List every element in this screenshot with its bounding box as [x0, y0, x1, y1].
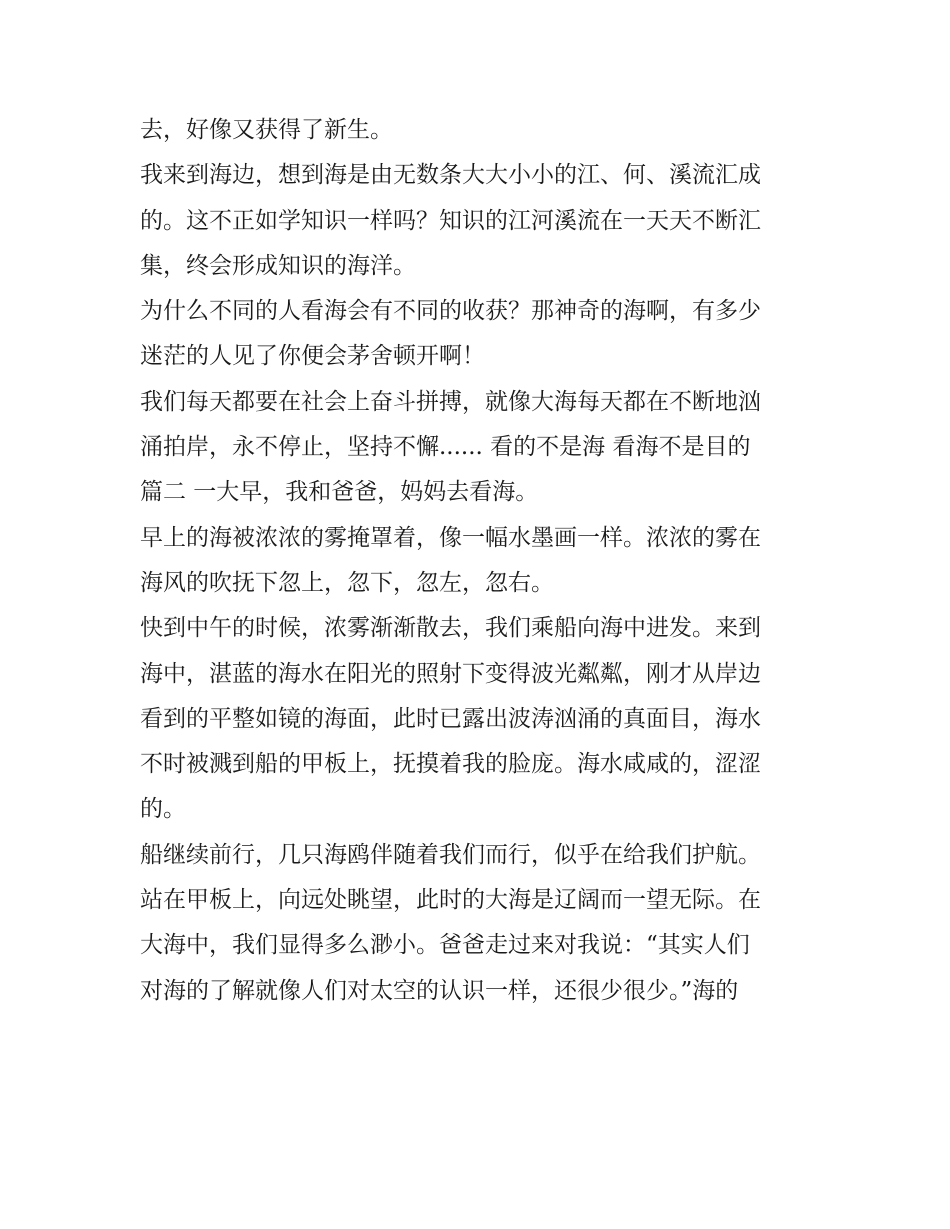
text-line: 船继续前行，几只海鸥伴随着我们而行，似乎在给我们护航。	[140, 841, 761, 868]
text-line: 不时被溅到船的甲板上，抚摸着我的脸庞。海水咸咸的，涩涩	[140, 751, 761, 778]
text-line: 的。	[140, 796, 186, 823]
text-line: 我来到海边，想到海是由无数条大大小小的江、何、溪流汇成	[140, 162, 761, 189]
text-line: 迷茫的人见了你便会茅舍顿开啊！	[140, 343, 485, 370]
text-line: 涌拍岸，永不停止，坚持不懈...... 看的不是海 看海不是目的	[140, 434, 751, 461]
text-line: 集，终会形成知识的海洋。	[140, 252, 416, 279]
text-line: 看到的平整如镜的海面，此时已露出波涛汹涌的真面目，海水	[140, 705, 761, 732]
text-line: 篇二 一大早，我和爸爸，妈妈去看海。	[140, 479, 539, 506]
text-line: 为什么不同的人看海会有不同的收获？那神奇的海啊，有多少	[140, 298, 761, 325]
text-line: 站在甲板上，向远处眺望，此时的大海是辽阔而一望无际。在	[140, 887, 761, 914]
text-line: 对海的了解就像人们对太空的认识一样，还很少很少。”海的	[140, 977, 739, 1004]
document-body	[140, 108, 820, 1014]
text-line: 早上的海被浓浓的雾掩罩着，像一幅水墨画一样。浓浓的雾在	[140, 524, 761, 551]
text-line: 大海中，我们显得多么渺小。爸爸走过来对我说：“其实人们	[140, 932, 750, 959]
text-line: 的。这不正如学知识一样吗？知识的江河溪流在一天天不断汇	[140, 207, 761, 234]
text-line: 我们每天都要在社会上奋斗拼搏，就像大海每天都在不断地汹	[140, 388, 761, 415]
text-line: 去，好像又获得了新生。	[140, 117, 393, 143]
text-line: 海风的吹抚下忽上，忽下，忽左，忽右。	[140, 569, 554, 596]
text-line: 海中，湛蓝的海水在阳光的照射下变得波光粼粼，刚才从岸边	[140, 660, 761, 687]
text-line: 快到中午的时候，浓雾渐渐散去，我们乘船向海中进发。来到	[140, 615, 761, 642]
